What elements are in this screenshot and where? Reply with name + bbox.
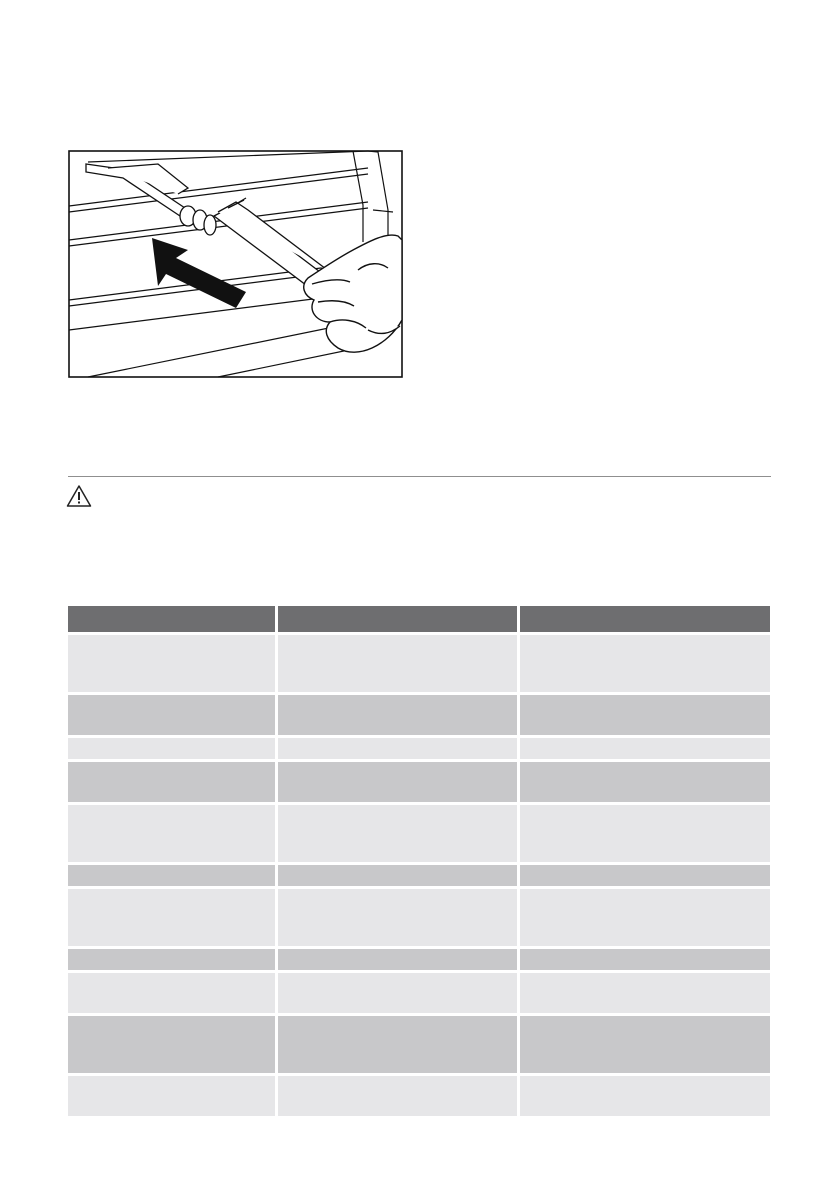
table-cell [520,949,770,970]
table-header-row [68,606,770,632]
table-cell [68,1076,275,1116]
table-row [68,738,770,759]
shelf-support-illustration [68,150,403,378]
table-header-cell [68,606,275,632]
table-cell [68,805,275,862]
table-cell [68,695,275,735]
section-divider [68,476,771,477]
table-cell [278,949,517,970]
table-cell [520,695,770,735]
table-row [68,762,770,802]
table-cell [68,1016,275,1073]
table-cell [68,635,275,692]
table-row [68,635,770,692]
table-cell [278,762,517,802]
table-header-cell [520,606,770,632]
oven-shelf-support-removal-illustration [68,150,403,378]
table-cell [520,1076,770,1116]
table-cell [278,805,517,862]
table-cell [68,865,275,886]
table-row [68,805,770,862]
table-row [68,973,770,1013]
table-row [68,865,770,886]
troubleshooting-table [68,606,770,1116]
table-cell [520,865,770,886]
table-cell [278,1076,517,1116]
table-cell [520,762,770,802]
table-cell [278,1016,517,1073]
table-cell [520,738,770,759]
table-cell [68,738,275,759]
table-row [68,1016,770,1073]
table-cell [278,738,517,759]
table-row [68,889,770,946]
table-cell [278,695,517,735]
table-cell [520,973,770,1013]
table-cell [68,973,275,1013]
table-row [68,1076,770,1116]
table-cell [520,805,770,862]
table-cell [278,635,517,692]
table-cell [520,889,770,946]
table-cell [278,865,517,886]
warning-triangle-icon [66,484,92,508]
table-cell [68,889,275,946]
table-row [68,949,770,970]
table-cell [68,949,275,970]
table-cell [520,635,770,692]
table-cell [278,973,517,1013]
table-cell [68,762,275,802]
table-cell [520,1016,770,1073]
table-header-cell [278,606,517,632]
table-row [68,695,770,735]
table-cell [278,889,517,946]
